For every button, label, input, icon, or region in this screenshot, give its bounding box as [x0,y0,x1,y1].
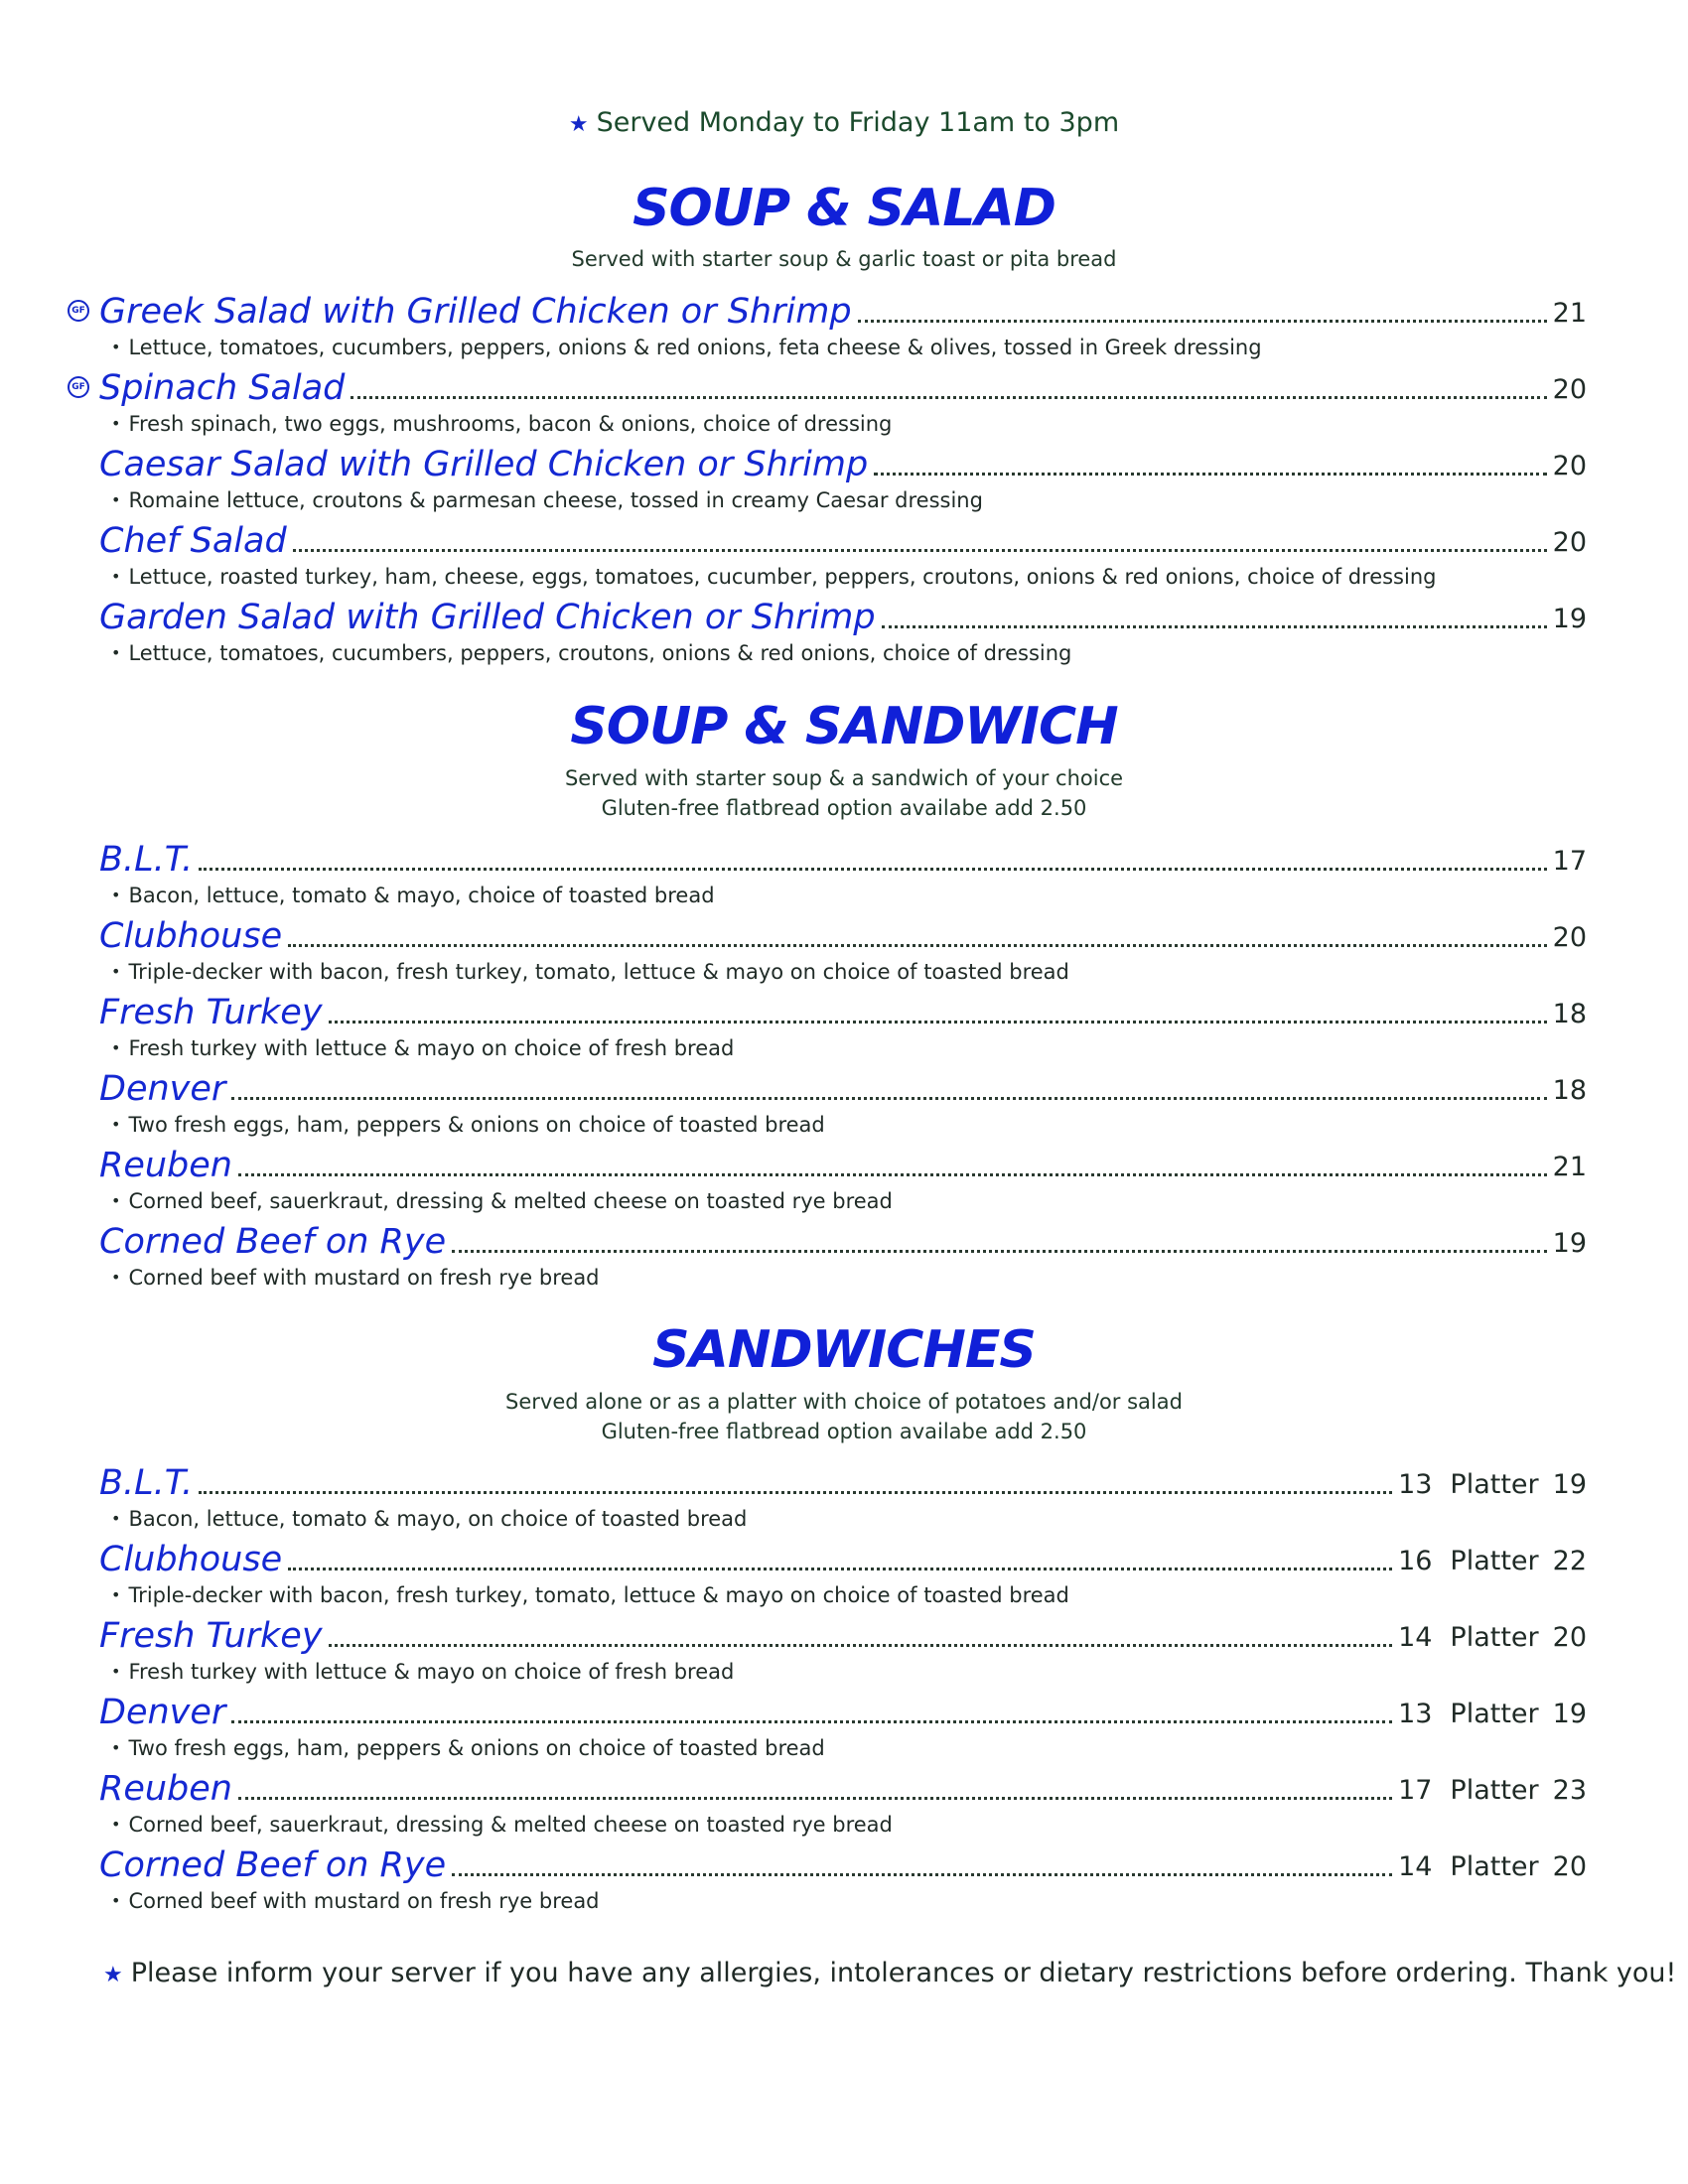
description-text: Romaine lettuce, croutons & parmesan cheese, tossed in creamy Caesar dressing [128,488,983,512]
menu-item-row [99,1842,1587,1885]
dot-leader [858,320,1547,323]
menu-item-name: Corned Beef on Rye [99,1222,447,1262]
menu-item-price [1547,844,1587,880]
menu-item-row [99,836,1587,880]
bullet-icon: • [111,886,121,904]
menu-item-price [1392,1544,1587,1579]
platter-price: 19 [1552,1699,1587,1729]
menu-item-name: Spinach Salad [99,368,346,408]
menu-item-price [1547,296,1587,332]
menu-item [99,1765,1587,1843]
menu-item-description [111,1264,600,1294]
menu-item-description [111,1581,1069,1611]
bullet-icon: • [111,1815,121,1834]
dot-leader [238,1173,1547,1176]
menu-item-row [99,912,1587,956]
dot-leader [452,1873,1392,1876]
price-value: 20 [1552,922,1587,953]
menu-item-description [111,334,1262,363]
dot-leader [452,1250,1547,1253]
hours-note [0,107,1688,138]
price-value: 20 [1552,451,1587,481]
menu-item-description [111,410,892,440]
section-subtitle: Served alone or as a platter with choice of potatoes and/or salad [505,1390,1183,1414]
menu-item-name: Corned Beef on Rye [99,1845,447,1885]
dot-leader [288,1568,1392,1570]
platter-price: 20 [1552,1622,1587,1653]
price-value: 18 [1552,999,1587,1029]
description-text: Corned beef, sauerkraut, dressing & melted cheese on toasted rye bread [128,1813,893,1837]
menu-item-name: Reuben [99,1146,232,1185]
description-text: Triple-decker with bacon, fresh turkey, tomato, lettuce & mayo on choice of toasted bread [128,960,1069,984]
platter-label: Platter [1450,1546,1539,1576]
menu-item-price [1547,1150,1587,1185]
description-text: Corned beef with mustard on fresh rye bread [128,1889,600,1913]
bullet-icon: • [111,1585,121,1604]
menu-item-name: Chef Salad [99,521,287,561]
menu-item-name: Caesar Salad with Grilled Chicken or Shrimp [99,445,869,484]
dot-leader [238,1797,1392,1800]
section-subtitle: Gluten-free flatbread option availabe add 2.50 [601,1420,1087,1443]
menu-item-name: Fresh Turkey [99,993,323,1032]
menu-item-name: B.L.T. [99,840,194,880]
menu-item-description [111,1887,600,1917]
star-icon: ★ [103,1963,123,1987]
menu-item-row [99,1218,1587,1262]
menu-item-name: Clubhouse [99,1540,283,1579]
menu-item-price [1547,1073,1587,1109]
bullet-icon: • [111,1891,121,1910]
menu-item-row [99,1142,1587,1185]
menu-item-price [1392,1849,1587,1885]
menu-item-price [1547,372,1587,408]
menu-item-description [111,639,1071,669]
price-value: 20 [1552,527,1587,558]
bullet-icon: • [111,567,121,586]
menu-item-name: Reuben [99,1769,232,1809]
bullet-icon: • [111,1191,121,1210]
platter-label: Platter [1450,1622,1539,1653]
menu-item [99,1536,1587,1613]
bullet-icon: • [111,1268,121,1287]
dot-leader [329,1021,1547,1024]
menu-item-price [1392,1697,1587,1732]
dot-leader [199,1491,1392,1494]
description-text: Bacon, lettuce, tomato & mayo, choice of toasted bread [128,884,715,907]
menu-item [99,912,1587,990]
price-value: 19 [1552,604,1587,634]
description-text: Bacon, lettuce, tomato & mayo, on choice of toasted bread [128,1507,748,1531]
bullet-icon: • [111,1038,121,1057]
platter-label: Platter [1450,1469,1539,1500]
bullet-icon: • [111,1662,121,1681]
price-value: 13 [1398,1699,1433,1729]
menu-item-price [1547,997,1587,1032]
menu-item-description [111,1034,734,1064]
price-value: 17 [1552,846,1587,877]
description-text: Fresh turkey with lettuce & mayo on choice of fresh bread [128,1660,735,1684]
menu-item-row [99,1536,1587,1579]
menu-item-description [111,563,1436,593]
price-value: 13 [1398,1469,1433,1500]
menu-item-description [111,486,983,516]
menu-item-name: Fresh Turkey [99,1616,323,1656]
gluten-free-icon: GF [68,376,89,398]
menu-item-description [111,882,715,911]
dot-leader [351,396,1546,399]
description-text: Lettuce, tomatoes, cucumbers, peppers, onions & red onions, feta cheese & olives, tossed in Greek dressing [128,336,1262,359]
section-subtitle: Served with starter soup & a sandwich of your choice [564,766,1124,790]
description-text: Corned beef, sauerkraut, dressing & melted cheese on toasted rye bread [128,1189,893,1213]
menu-item-row [99,364,1587,408]
bullet-icon: • [111,414,121,433]
bullet-icon: • [111,1115,121,1134]
menu-item-name: B.L.T. [99,1463,194,1503]
price-value: 20 [1552,374,1587,405]
section-title: SANDWICHES [652,1320,1036,1380]
gluten-free-icon: GF [68,300,89,322]
menu-item [99,1842,1587,1919]
menu-item-row [99,594,1587,637]
menu-item-price [1547,602,1587,637]
price-value: 21 [1552,298,1587,329]
platter-price: 19 [1552,1469,1587,1500]
dot-leader [231,1097,1546,1100]
platter-label: Platter [1450,1851,1539,1882]
menu-item [99,1459,1587,1537]
bullet-icon: • [111,338,121,356]
bullet-icon: • [111,962,121,981]
price-value: 19 [1552,1228,1587,1259]
dot-leader [329,1644,1393,1647]
description-text: Lettuce, roasted turkey, ham, cheese, eggs, tomatoes, cucumber, peppers, croutons, onions & red onions, choice of dressing [128,565,1437,589]
menu-item-row [99,441,1587,484]
menu-item-price [1547,449,1587,484]
menu-item-price [1392,1773,1587,1809]
price-value: 16 [1398,1546,1433,1576]
bullet-icon: • [111,490,121,509]
platter-price: 20 [1552,1851,1587,1882]
menu-item [99,1218,1587,1296]
menu-item-description [111,1187,893,1217]
menu-item-name: Denver [99,1693,226,1732]
description-text: Corned beef with mustard on fresh rye bread [128,1266,600,1290]
menu-item-row [99,517,1587,561]
platter-label: Platter [1450,1699,1539,1729]
price-value: 21 [1552,1152,1587,1182]
section-subtitle: Gluten-free flatbread option availabe add 2.50 [601,796,1087,820]
dot-leader [199,868,1547,871]
menu-item-description [111,1505,747,1535]
menu-item-row [99,1765,1587,1809]
platter-price: 23 [1552,1775,1587,1806]
description-text: Two fresh eggs, ham, peppers & onions on choice of toasted bread [128,1736,825,1760]
bullet-icon: • [111,1509,121,1528]
menu-item-description [111,1658,734,1688]
hours-text: Served Monday to Friday 11am to 3pm [596,107,1120,138]
star-icon: ★ [568,112,589,137]
platter-label: Platter [1450,1775,1539,1806]
dot-leader [231,1720,1392,1723]
description-text: Triple-decker with bacon, fresh turkey, tomato, lettuce & mayo on choice of toasted bread [128,1583,1069,1607]
menu-item-price [1392,1467,1587,1503]
menu-item-name: Greek Salad with Grilled Chicken or Shrimp [99,292,852,332]
menu-item [99,989,1587,1066]
bullet-icon: • [111,643,121,662]
allergy-note [103,1958,1676,1988]
menu-item-name: Clubhouse [99,916,283,956]
price-value: 14 [1398,1622,1433,1653]
menu-item-row [99,1065,1587,1109]
menu-item-description [111,958,1069,988]
menu-item [99,441,1587,518]
platter-price: 22 [1552,1546,1587,1576]
menu-item-name: Garden Salad with Grilled Chicken or Shrimp [99,598,876,637]
menu-item [99,1142,1587,1219]
section-title: SOUP & SALAD [633,179,1055,238]
section-title: SOUP & SANDWICH [570,697,1118,756]
menu-item-price [1547,1226,1587,1262]
bullet-icon: • [111,1738,121,1757]
menu-item-row [99,1689,1587,1732]
description-text: Fresh turkey with lettuce & mayo on choice of fresh bread [128,1036,735,1060]
menu-item [71,364,1587,442]
menu-item-row [99,989,1587,1032]
description-text: Fresh spinach, two eggs, mushrooms, bacon & onions, choice of dressing [128,412,893,436]
dot-leader [874,473,1546,476]
allergy-note-text: Please inform your server if you have any allergies, intolerances or dietary restrictions before ordering. Thank you! [130,1958,1677,1988]
menu-item-description [111,1734,825,1764]
menu-item-description [111,1811,893,1841]
menu-item-row [99,1459,1587,1503]
menu-item [99,517,1587,595]
menu-item-price [1392,1620,1587,1656]
menu-item [99,1065,1587,1143]
menu-item [99,1689,1587,1766]
section-subtitle: Served with starter soup & garlic toast or pita bread [571,247,1117,271]
description-text: Lettuce, tomatoes, cucumbers, peppers, croutons, onions & red onions, choice of dressing [128,641,1072,665]
menu-item-row [99,288,1587,332]
dot-leader [288,944,1547,947]
menu-item [71,288,1587,365]
menu-item-row [99,1612,1587,1656]
menu-item-description [111,1111,825,1141]
dot-leader [293,549,1547,552]
price-value: 18 [1552,1075,1587,1106]
menu-item-price [1547,525,1587,561]
menu-item-name: Denver [99,1069,226,1109]
price-value: 14 [1398,1851,1433,1882]
menu-item-price [1547,920,1587,956]
menu-item [99,836,1587,913]
menu-item [99,594,1587,671]
menu-item [99,1612,1587,1690]
price-value: 17 [1398,1775,1433,1806]
dot-leader [882,625,1547,628]
description-text: Two fresh eggs, ham, peppers & onions on choice of toasted bread [128,1113,825,1137]
